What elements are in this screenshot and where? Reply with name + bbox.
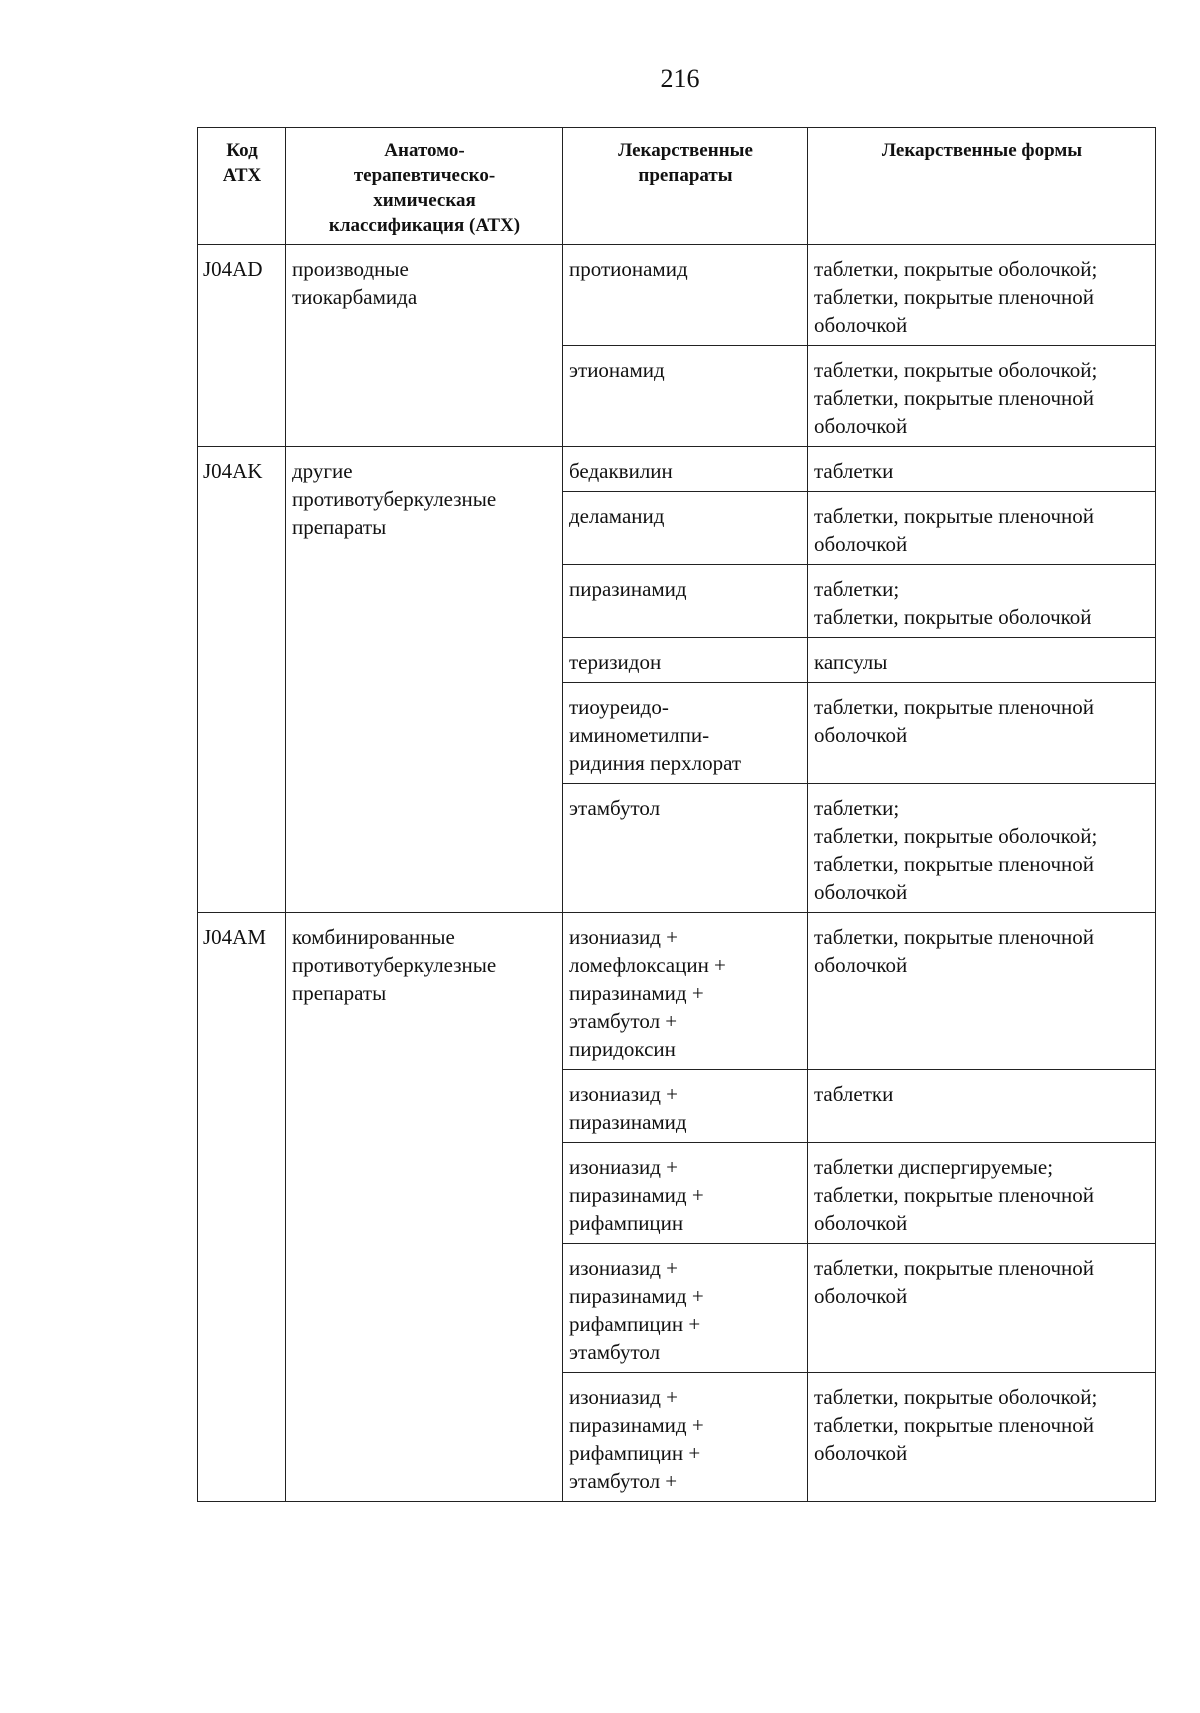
header-classification: Анатомо- терапевтическо- химическая классификация (АТХ) (286, 128, 563, 245)
dosage-form-line: таблетки, покрытые оболочкой; (814, 257, 1098, 281)
drug-line: изониазид + (569, 925, 679, 949)
dosage-form-line: таблетки, покрытые пленочной (814, 695, 1095, 719)
drug-line: этамбутол + (569, 1469, 678, 1493)
dosage-form-line: таблетки, покрытые пленочной (814, 285, 1095, 309)
atx-classification-cell (286, 447, 563, 913)
atx-code-cell: J04AD (198, 245, 286, 447)
table-header (198, 128, 1156, 245)
drug-line: изониазид + (569, 1256, 679, 1280)
dosage-form-line: оболочкой (814, 532, 908, 556)
classification-line: противотуберкулезные (292, 487, 497, 511)
dosage-form-cell (808, 1070, 1156, 1143)
dosage-form-line: оболочкой (814, 1441, 908, 1465)
dosage-form-cell (808, 447, 1156, 492)
dosage-form-line: оболочкой (814, 953, 908, 977)
dosage-form-line: таблетки, покрытые пленочной (814, 1183, 1095, 1207)
drug-cell (563, 1373, 808, 1502)
drug-line: ломефлоксацин + (569, 953, 726, 977)
dosage-form-line: таблетки; (814, 577, 900, 601)
drug-cell (563, 447, 808, 492)
dosage-form-line: таблетки, покрытые пленочной (814, 852, 1095, 876)
drug-cell (563, 1070, 808, 1143)
page-number: 216 (660, 64, 700, 93)
atx-table (197, 127, 1156, 1502)
dosage-form-line: таблетки, покрытые оболочкой; (814, 824, 1098, 848)
dosage-form-cell (808, 346, 1156, 447)
atx-classification-cell (286, 913, 563, 1502)
drug-line: этамбутол (569, 1340, 661, 1364)
drug-line: пиразинамид + (569, 1284, 704, 1308)
drug-line: рифампицин + (569, 1312, 701, 1336)
dosage-form-line: таблетки, покрытые пленочной (814, 386, 1095, 410)
classification-line: тиокарбамида (292, 285, 418, 309)
drug-line: иминометилпи- (569, 723, 710, 747)
drug-line: этамбутол (569, 796, 661, 820)
drug-line: протионамид (569, 257, 688, 281)
drug-line: тиоуреидо- (569, 695, 669, 719)
drug-line: изониазид + (569, 1082, 679, 1106)
drug-cell (563, 1143, 808, 1244)
dosage-form-line: оболочкой (814, 1284, 908, 1308)
dosage-form-line: таблетки, покрытые пленочной (814, 1256, 1095, 1280)
drug-line: рифампицин + (569, 1441, 701, 1465)
atx-code-cell: J04AM (198, 913, 286, 1502)
atx-classification-cell (286, 245, 563, 447)
drug-cell (563, 913, 808, 1070)
table-row (198, 245, 1156, 346)
classification-line: производные (292, 257, 409, 281)
dosage-form-cell (808, 492, 1156, 565)
dosage-form-cell (808, 638, 1156, 683)
drug-line: этамбутол + (569, 1009, 678, 1033)
dosage-form-cell (808, 683, 1156, 784)
table-row (198, 447, 1156, 492)
drug-line: изониазид + (569, 1155, 679, 1179)
drug-cell (563, 683, 808, 784)
drug-line: ридиния перхлорат (569, 751, 742, 775)
drug-line: деламанид (569, 504, 665, 528)
drug-cell (563, 346, 808, 447)
dosage-form-cell (808, 913, 1156, 1070)
drug-line: пиразинамид (569, 577, 687, 601)
classification-line: препараты (292, 515, 387, 539)
dosage-form-line: таблетки, покрытые пленочной (814, 1413, 1095, 1437)
drug-line: пиразинамид (569, 1110, 687, 1134)
classification-line: препараты (292, 981, 387, 1005)
drug-line: пиридоксин (569, 1037, 676, 1061)
drug-cell (563, 784, 808, 913)
drug-cell (563, 492, 808, 565)
drug-line: пиразинамид + (569, 1413, 704, 1437)
drug-line: бедаквилин (569, 459, 673, 483)
dosage-form-line: оболочкой (814, 313, 908, 337)
drug-line: теризидон (569, 650, 662, 674)
drug-line: пиразинамид + (569, 1183, 704, 1207)
drug-line: этионамид (569, 358, 665, 382)
header-row (198, 128, 1156, 245)
dosage-form-line: таблетки (814, 459, 894, 483)
drug-cell (563, 1244, 808, 1373)
header-forms: Лекарственные формы (808, 128, 1156, 245)
dosage-form-line: таблетки; (814, 796, 900, 820)
classification-line: другие (292, 459, 353, 483)
header-code: Код АТХ (198, 128, 286, 245)
drug-line: пиразинамид + (569, 981, 704, 1005)
drug-cell (563, 565, 808, 638)
dosage-form-line: оболочкой (814, 414, 908, 438)
header-drugs: Лекарственные препараты (563, 128, 808, 245)
dosage-form-line: оболочкой (814, 880, 908, 904)
drug-line: изониазид + (569, 1385, 679, 1409)
dosage-form-line: оболочкой (814, 723, 908, 747)
dosage-form-cell (808, 1373, 1156, 1502)
drug-line: рифампицин (569, 1211, 684, 1235)
dosage-form-cell (808, 565, 1156, 638)
dosage-form-line: таблетки, покрытые пленочной (814, 925, 1095, 949)
dosage-form-cell (808, 245, 1156, 346)
atx-code-cell: J04AK (198, 447, 286, 913)
drug-cell (563, 638, 808, 683)
dosage-form-line: таблетки, покрытые оболочкой; (814, 1385, 1098, 1409)
dosage-form-cell (808, 1143, 1156, 1244)
classification-line: комбинированные (292, 925, 455, 949)
dosage-form-line: таблетки диспергируемые; (814, 1155, 1054, 1179)
dosage-form-cell (808, 784, 1156, 913)
table-body (198, 245, 1156, 1502)
dosage-form-line: капсулы (814, 650, 888, 674)
drug-cell (563, 245, 808, 346)
dosage-form-line: таблетки, покрытые пленочной (814, 504, 1095, 528)
dosage-form-line: таблетки, покрытые оболочкой (814, 605, 1092, 629)
dosage-form-line: таблетки (814, 1082, 894, 1106)
classification-line: противотуберкулезные (292, 953, 497, 977)
dosage-form-line: таблетки, покрытые оболочкой; (814, 358, 1098, 382)
dosage-form-cell (808, 1244, 1156, 1373)
dosage-form-line: оболочкой (814, 1211, 908, 1235)
table-row (198, 913, 1156, 1070)
